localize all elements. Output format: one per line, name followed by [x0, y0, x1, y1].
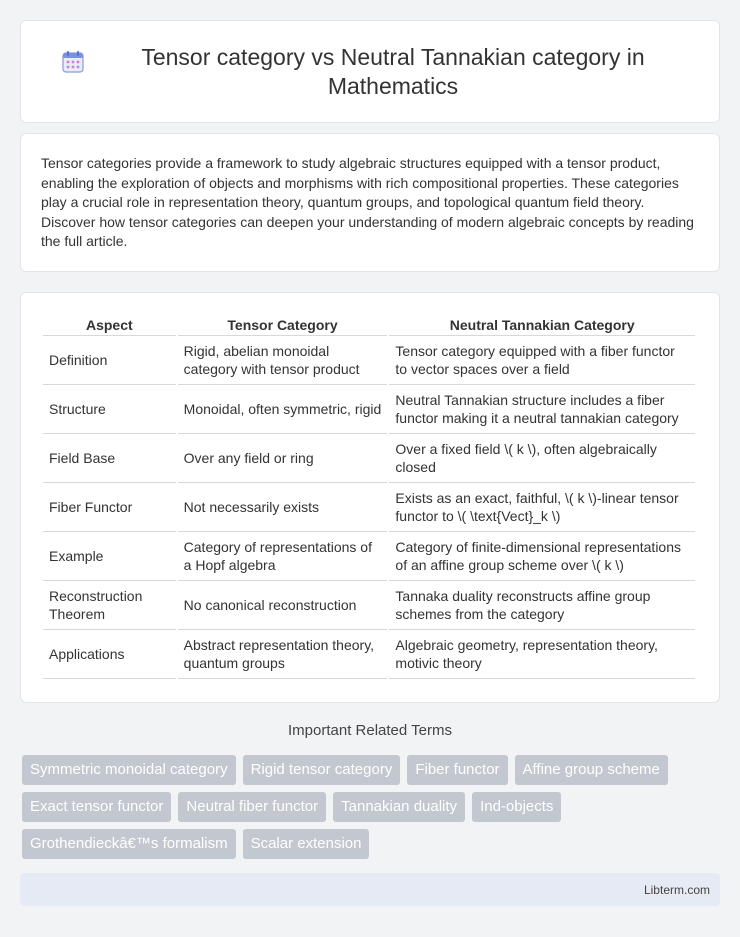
header-neutral-tannakian: Neutral Tannakian Category: [389, 313, 695, 336]
page-title: Tensor category vs Neutral Tannakian category in Mathematics: [141, 43, 645, 99]
row-aspect: Field Base: [43, 434, 176, 483]
table-row: [43, 385, 695, 434]
comparison-table: [41, 313, 697, 679]
table-row: [43, 434, 695, 483]
row-aspect: Reconstruction Theorem: [43, 581, 176, 630]
header-aspect: Aspect: [43, 313, 176, 336]
row-tannakian: Tannaka duality reconstructs affine group schemes from the category: [389, 581, 695, 630]
table-row: [43, 483, 695, 532]
table-row: [43, 581, 695, 630]
tag-tannakian-duality[interactable]: Tannakian duality: [333, 792, 465, 822]
row-tensor: Not necessarily exists: [178, 483, 388, 532]
related-terms-list: [22, 755, 722, 859]
tag-symmetric-monoidal-category[interactable]: Symmetric monoidal category: [22, 755, 236, 785]
row-tensor: Over any field or ring: [178, 434, 388, 483]
table-row: [43, 336, 695, 385]
row-aspect: Definition: [43, 336, 176, 385]
intro-card: [20, 133, 720, 272]
tag-affine-group-scheme[interactable]: Affine group scheme: [515, 755, 668, 785]
header-tensor-category: Tensor Category: [178, 313, 388, 336]
tag-exact-tensor-functor[interactable]: Exact tensor functor: [22, 792, 171, 822]
row-tensor: Abstract representation theory, quantum groups: [178, 630, 388, 679]
tag-scalar-extension[interactable]: Scalar extension: [243, 829, 370, 859]
tag-grothendieck-formalism[interactable]: Grothendieckâ€™s formalism: [22, 829, 236, 859]
row-tensor: Monoidal, often symmetric, rigid: [178, 385, 388, 434]
tag-rigid-tensor-category[interactable]: Rigid tensor category: [243, 755, 401, 785]
row-aspect: Applications: [43, 630, 176, 679]
row-tannakian: Algebraic geometry, representation theory, motivic theory: [389, 630, 695, 679]
title-card: [20, 20, 720, 123]
row-aspect: Structure: [43, 385, 176, 434]
row-tannakian: Neutral Tannakian structure includes a fiber functor making it a neutral tannakian category: [389, 385, 695, 434]
title-wrap: [60, 43, 680, 101]
table-row: [43, 630, 695, 679]
row-tannakian: Category of finite-dimensional representations of an affine group scheme over \( k \): [389, 532, 695, 581]
intro-text: Tensor categories provide a framework to study algebraic structures equipped with a tensor product, enabling the exploration of objects and morphisms with rich compositional properties. These categories play a crucial role in representation theory, quantum groups, and topological quantum field theory. Discover how tensor categories can deepen your understanding of modern algebraic concepts by reading the full article.: [41, 155, 694, 250]
row-aspect: Example: [43, 532, 176, 581]
table-row: [43, 532, 695, 581]
row-tannakian: Over a fixed field \( k \), often algebraically closed: [389, 434, 695, 483]
row-tensor: Rigid, abelian monoidal category with tensor product: [178, 336, 388, 385]
footer-brand[interactable]: Libterm.com: [643, 882, 710, 897]
table-header-row: [43, 313, 695, 336]
tag-neutral-fiber-functor[interactable]: Neutral fiber functor: [178, 792, 326, 822]
related-terms-heading: Important Related Terms: [288, 722, 452, 739]
row-aspect: Fiber Functor: [43, 483, 176, 532]
calendar-icon: [60, 49, 86, 75]
footer: [20, 873, 720, 906]
row-tannakian: Tensor category equipped with a fiber functor to vector spaces over a field: [389, 336, 695, 385]
row-tensor: Category of representations of a Hopf algebra: [178, 532, 388, 581]
row-tannakian: Exists as an exact, faithful, \( k \)-linear tensor functor to \( \text{Vect}_k \): [389, 483, 695, 532]
row-tensor: No canonical reconstruction: [178, 581, 388, 630]
tag-fiber-functor[interactable]: Fiber functor: [407, 755, 507, 785]
tag-ind-objects[interactable]: Ind-objects: [472, 792, 561, 822]
comparison-table-card: [20, 292, 720, 703]
